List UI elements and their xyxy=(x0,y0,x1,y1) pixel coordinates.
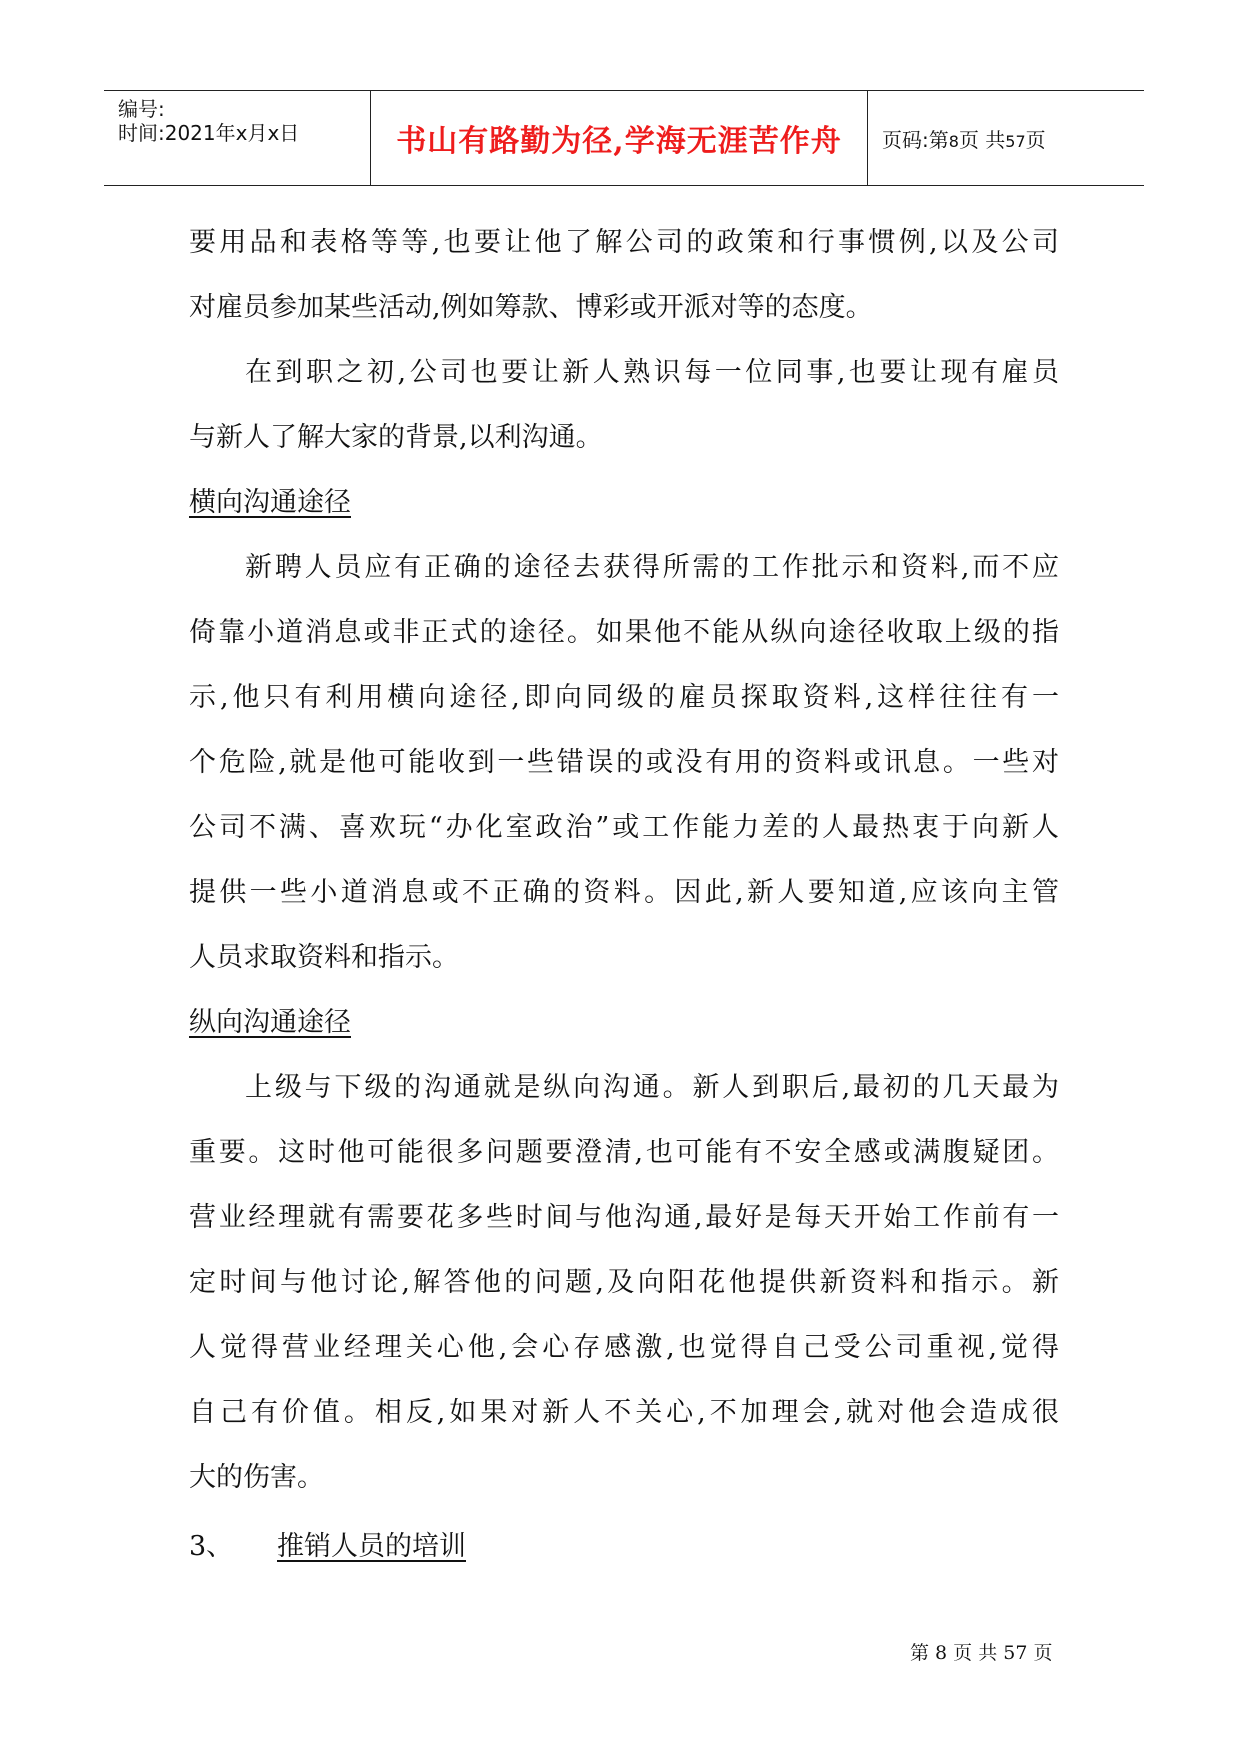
page-footer: 第 8 页 共 57 页 xyxy=(910,1642,1053,1664)
page-mid: 页 共 xyxy=(958,127,1006,152)
page-header xyxy=(104,90,1144,186)
text-line: 倚靠小道消息或非正式的途径。如果他不能从纵向途径收取上级的指 xyxy=(189,617,1059,648)
header-motto-cell xyxy=(370,91,868,185)
serial-label: 编号: xyxy=(118,97,165,121)
header-left-cell xyxy=(104,91,370,185)
page-end: 页 xyxy=(1025,127,1046,152)
section-number: 3、 xyxy=(189,1531,234,1562)
text-line: 个危险,就是他可能收到一些错误的或没有用的资料或讯息。一些对 xyxy=(189,747,1059,778)
page-label: 页码:第 xyxy=(882,127,949,152)
header-page-cell xyxy=(868,91,1144,185)
page-info xyxy=(868,124,1046,153)
text-line: 自己有价值。相反,如果对新人不关心,不加理会,就对他会造成很 xyxy=(189,1397,1059,1428)
section-heading-vertical: 纵向沟通途径 xyxy=(189,1007,351,1038)
text-line: 人觉得营业经理关心他,会心存感激,也觉得自己受公司重视,觉得 xyxy=(189,1332,1059,1363)
text-line: 提供一些小道消息或不正确的资料。因此,新人要知道,应该向主管 xyxy=(189,877,1059,908)
text-line: 大的伤害。 xyxy=(189,1462,324,1493)
total-pages: 57 xyxy=(1005,131,1026,151)
time-label: 时间:2021年x月x日 xyxy=(118,121,300,145)
text-line: 重要。这时他可能很多问题要澄清,也可能有不安全感或满腹疑团。 xyxy=(189,1137,1059,1168)
motto: 书山有路勤为径,学海无涯苦作舟 xyxy=(396,124,842,159)
text-line: 对雇员参加某些活动,例如筹款、博彩或开派对等的态度。 xyxy=(189,292,873,323)
section-heading-horizontal: 横向沟通途径 xyxy=(189,487,351,518)
text-line: 营业经理就有需要花多些时间与他沟通,最好是每天开始工作前有一 xyxy=(189,1202,1059,1233)
text-line: 公司不满、喜欢玩“办化室政治”或工作能力差的人最热衷于向新人 xyxy=(189,812,1059,843)
text-line: 定时间与他讨论,解答他的问题,及向阳花他提供新资料和指示。新 xyxy=(189,1267,1059,1298)
text-line: 与新人了解大家的背景,以利沟通。 xyxy=(189,422,603,453)
text-line: 新聘人员应有正确的途径去获得所需的工作批示和资料,而不应 xyxy=(245,552,1059,583)
section-title: 推销人员的培训 xyxy=(277,1531,466,1562)
text-line: 上级与下级的沟通就是纵向沟通。新人到职后,最初的几天最为 xyxy=(245,1072,1059,1103)
text-line: 在到职之初,公司也要让新人熟识每一位同事,也要让现有雇员 xyxy=(245,357,1059,388)
page-number: 8 xyxy=(948,131,959,151)
text-line: 人员求取资料和指示。 xyxy=(189,942,459,973)
text-line: 要用品和表格等等,也要让他了解公司的政策和行事惯例,以及公司 xyxy=(189,227,1059,258)
text-line: 示,他只有利用横向途径,即向同级的雇员探取资料,这样往往有一 xyxy=(189,682,1059,713)
